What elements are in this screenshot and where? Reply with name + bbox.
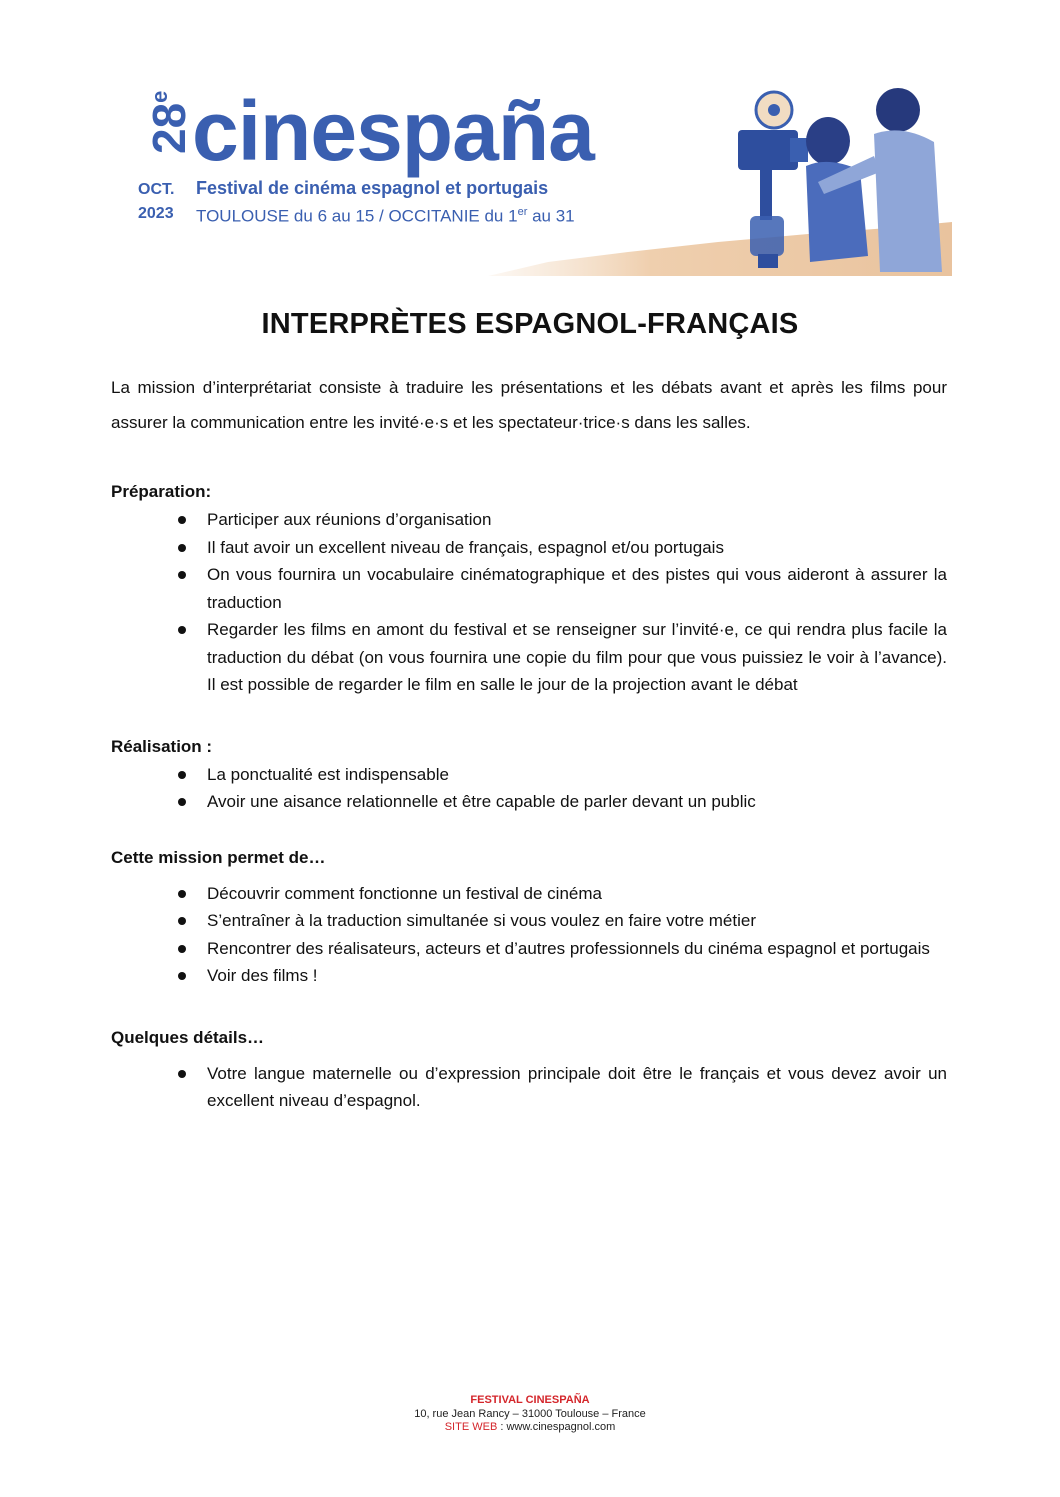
month-label: OCT. — [138, 181, 175, 198]
footer-web — [0, 1421, 1060, 1435]
page-title: INTERPRÈTES ESPAGNOL-FRANÇAIS — [261, 308, 799, 340]
month-year-block — [138, 178, 174, 226]
footer-address: 10, rue Jean Rancy – 31000 Toulouse – France — [414, 1407, 646, 1420]
edition-number-value: 28 — [143, 102, 195, 154]
year-label: 2023 — [138, 205, 174, 222]
intro-paragraph: La mission d’interprétariat consiste à traduire les présentations et les débats avant et après les films pour assurer la communication entre les invité·e·s et les spectateur·trice·s dans les salles. — [111, 378, 947, 432]
section-heading-mission: Cette mission permet de… — [111, 847, 326, 867]
section-heading-realisation: Réalisation : — [111, 736, 213, 756]
edition-number — [138, 88, 195, 154]
mission-list — [111, 880, 947, 990]
details-list — [111, 1060, 947, 1115]
dates-prefix: TOULOUSE du 6 au 15 / OCCITANIE du 1 — [196, 206, 518, 226]
brand-logo-text: cinespaña — [192, 84, 594, 178]
dates-suffix: au 31 — [527, 206, 575, 226]
festival-banner — [132, 86, 952, 276]
section-heading-details: Quelques détails… — [111, 1027, 265, 1047]
preparation-list — [111, 506, 947, 699]
footer-web-label: SITE WEB — [444, 1421, 498, 1433]
list-item: Il faut avoir un excellent niveau de français, espagnol et/ou portugais — [207, 534, 947, 562]
list-item: La ponctualité est indispensable — [207, 761, 947, 789]
section-heading-preparation: Préparation: — [111, 482, 212, 501]
edition-suffix: e — [147, 90, 172, 103]
list-item: Avoir une aisance relationnelle et être capable de parler devant un public — [207, 788, 947, 816]
list-item: Votre langue maternelle ou d’expression principale doit être le français et vous devez avoir un excellent niveau d’espagnol. — [207, 1060, 947, 1115]
list-item: Rencontrer des réalisateurs, acteurs et d’autres professionnels du cinéma espagnol et portugais — [207, 935, 947, 963]
page-footer — [0, 1394, 1060, 1435]
list-item: Découvrir comment fonctionne un festival de cinéma — [207, 880, 947, 908]
festival-subtitle: Festival de cinéma espagnol et portugais — [196, 178, 549, 198]
list-item: S’entraîner à la traduction simultanée si vous voulez en faire votre métier — [207, 907, 947, 935]
list-item: On vous fournira un vocabulaire cinématographique et des pistes qui vous aideront à assurer la traduction — [207, 561, 947, 616]
list-item: Participer aux réunions d’organisation — [207, 506, 947, 534]
realisation-list — [111, 761, 947, 816]
footer-web-value: : www.cinespagnol.com — [497, 1421, 616, 1433]
banner-photo — [488, 86, 952, 276]
dates-sup: er — [517, 206, 528, 218]
footer-org: FESTIVAL CINESPAÑA — [470, 1394, 590, 1406]
document-body — [111, 370, 947, 1115]
list-item: Regarder les films en amont du festival et se renseigner sur l’invité·e, ce qui rendra plus facile la traduction du débat (on vous fournira une copie du film pour que vous puissiez le voir à l’avance). Il est possible de regarder le film en salle le jour de la projection avant le débat — [207, 616, 947, 699]
list-item: Voir des films ! — [207, 962, 947, 990]
